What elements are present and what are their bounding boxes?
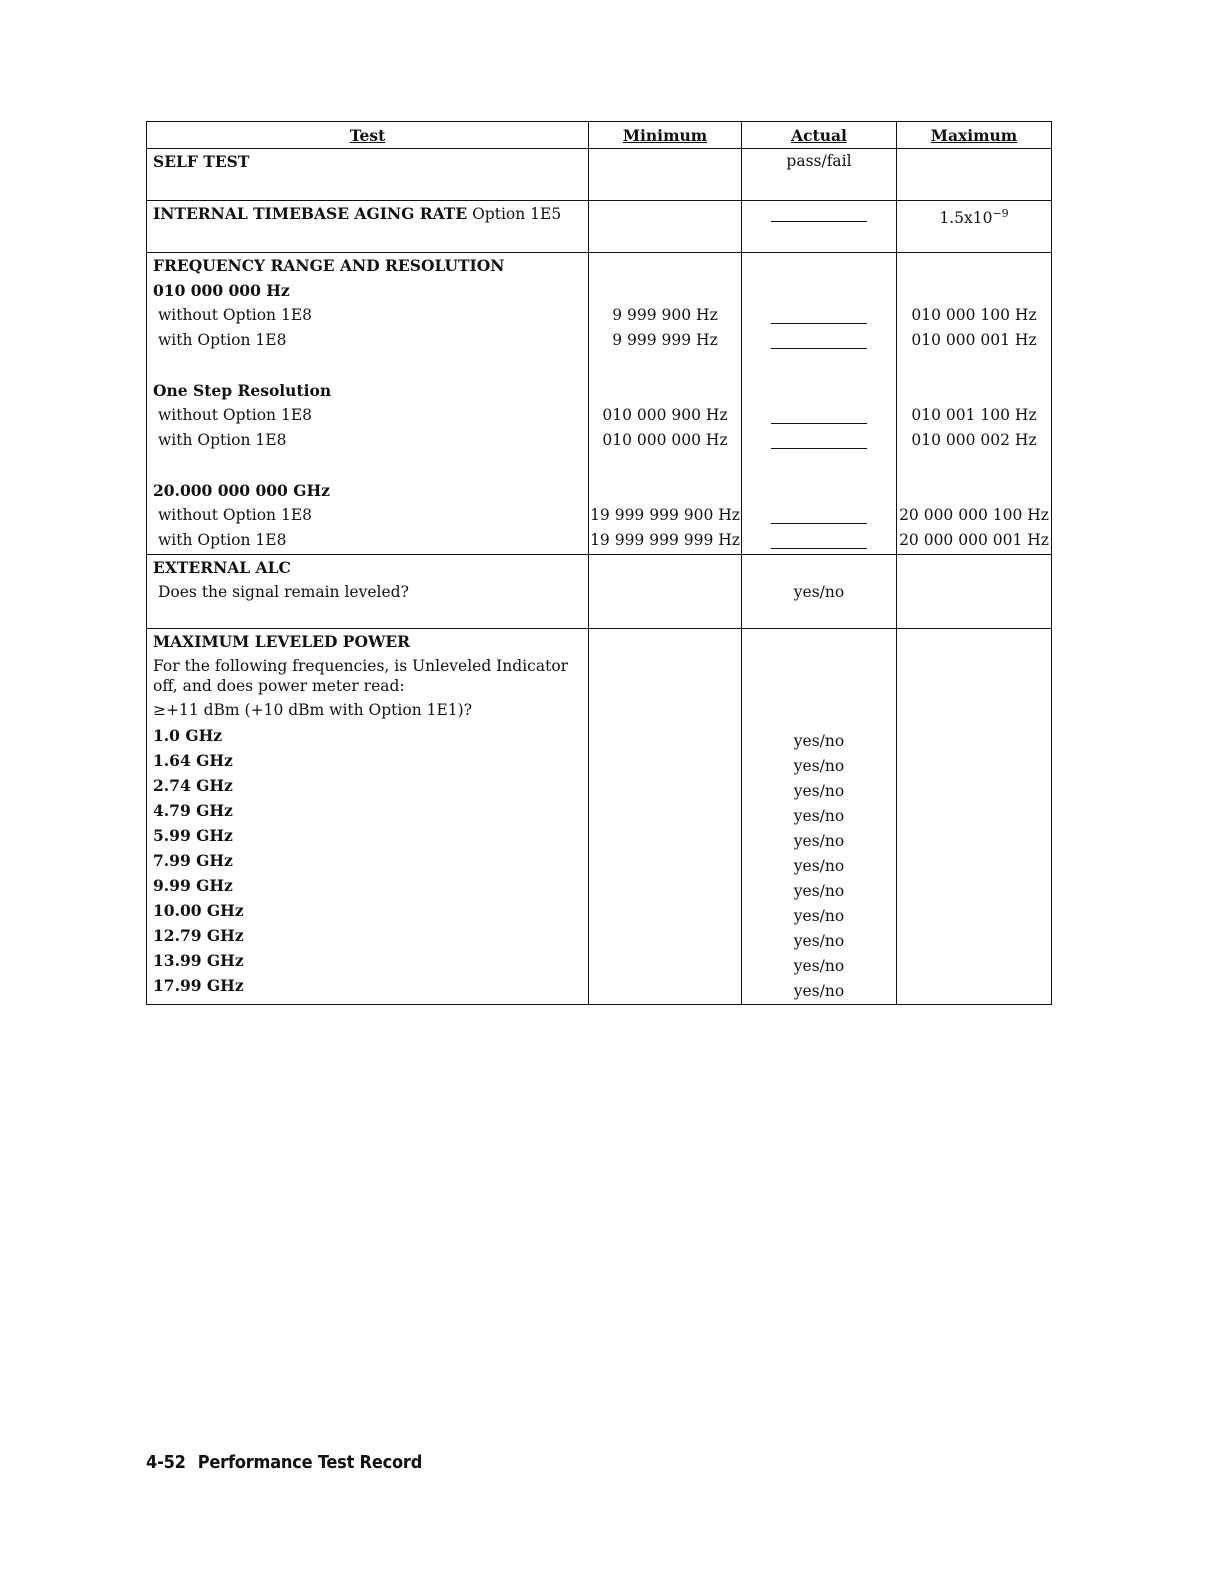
max-leveled-power-row bbox=[147, 629, 1052, 1005]
power-freq-7: 9.99 GHz bbox=[153, 876, 233, 895]
max-power-title: MAXIMUM LEVELED POWER bbox=[153, 632, 411, 651]
power-answer-7: yes/no bbox=[793, 882, 845, 900]
freq-g1-r1-actual-blank[interactable] bbox=[771, 309, 867, 324]
power-freq-3: 2.74 GHz bbox=[153, 776, 233, 795]
header-test: Test bbox=[147, 122, 589, 149]
header-actual: Actual bbox=[742, 122, 897, 149]
freq-g2-r2-max: 010 000 002 Hz bbox=[911, 431, 1037, 449]
power-freq-10: 13.99 GHz bbox=[153, 951, 244, 970]
header-row bbox=[147, 122, 1052, 149]
external-alc-actual: yes/no bbox=[793, 583, 845, 601]
power-answer-8: yes/no bbox=[793, 907, 845, 925]
freq-g2-r1-actual-blank[interactable] bbox=[771, 409, 867, 424]
power-answer-11: yes/no bbox=[793, 982, 845, 1000]
freq-g1-r2-max: 010 000 001 Hz bbox=[911, 331, 1037, 349]
power-answer-4: yes/no bbox=[793, 807, 845, 825]
freq-group3-title: 20.000 000 000 GHz bbox=[153, 481, 330, 500]
frequency-range-title: FREQUENCY RANGE AND RESOLUTION bbox=[153, 256, 505, 275]
power-freq-1: 1.0 GHz bbox=[153, 726, 223, 745]
aging-rate-label: INTERNAL TIMEBASE AGING RATE Option 1E5 bbox=[153, 204, 562, 223]
power-freq-4: 4.79 GHz bbox=[153, 801, 233, 820]
aging-rate-maximum: $1.5x10^{-9}$ bbox=[939, 207, 1009, 226]
power-answer-1: yes/no bbox=[793, 732, 845, 750]
freq-g2-r1-min: 010 000 900 Hz bbox=[602, 406, 728, 424]
power-answer-2: yes/no bbox=[793, 757, 845, 775]
page-footer bbox=[146, 1452, 434, 1473]
power-answer-10: yes/no bbox=[793, 957, 845, 975]
power-freq-6: 7.99 GHz bbox=[153, 851, 233, 870]
external-alc-question: Does the signal remain leveled? bbox=[158, 583, 409, 601]
freq-g1-r2-min: 9 999 999 Hz bbox=[612, 331, 718, 349]
power-freq-11: 17.99 GHz bbox=[153, 976, 244, 995]
freq-g1-r2-actual-blank[interactable] bbox=[771, 334, 867, 349]
aging-rate-row bbox=[147, 201, 1052, 253]
freq-g1-r1-label: without Option 1E8 bbox=[158, 306, 313, 324]
freq-g2-r2-label: with Option 1E8 bbox=[158, 431, 287, 449]
freq-g3-r1-actual-blank[interactable] bbox=[771, 509, 867, 524]
power-answer-6: yes/no bbox=[793, 857, 845, 875]
max-power-criterion: ≥+11 dBm (+10 dBm with Option 1E1)? bbox=[153, 701, 472, 719]
self-test-label: SELF TEST bbox=[153, 152, 250, 171]
max-power-question: For the following frequencies, is Unleveled Indicator off, and does power meter read: bbox=[153, 657, 569, 695]
self-test-row bbox=[147, 149, 1052, 201]
footer-title: Performance Test Record bbox=[197, 1452, 423, 1473]
performance-test-record-table bbox=[146, 121, 1052, 1005]
external-alc-row bbox=[147, 555, 1052, 629]
freq-g3-r2-actual-blank[interactable] bbox=[771, 534, 867, 549]
page-number: 4-52 bbox=[146, 1452, 186, 1473]
frequency-range-row bbox=[147, 253, 1052, 555]
freq-group2-title: One Step Resolution bbox=[153, 381, 332, 400]
freq-g2-r2-min: 010 000 000 Hz bbox=[602, 431, 728, 449]
power-freq-8: 10.00 GHz bbox=[153, 901, 244, 920]
freq-g3-r2-min: 19 999 999 999 Hz bbox=[590, 531, 740, 549]
power-freq-2: 1.64 GHz bbox=[153, 751, 233, 770]
freq-g3-r2-label: with Option 1E8 bbox=[158, 531, 287, 549]
freq-g1-r1-min: 9 999 900 Hz bbox=[612, 306, 718, 324]
freq-g3-r1-max: 20 000 000 100 Hz bbox=[899, 506, 1049, 524]
self-test-actual: pass/fail bbox=[786, 152, 852, 170]
power-answer-5: yes/no bbox=[793, 832, 845, 850]
power-freq-9: 12.79 GHz bbox=[153, 926, 244, 945]
header-minimum: Minimum bbox=[589, 122, 742, 149]
freq-g1-r2-label: with Option 1E8 bbox=[158, 331, 287, 349]
external-alc-title: EXTERNAL ALC bbox=[153, 558, 291, 577]
power-answer-9: yes/no bbox=[793, 932, 845, 950]
freq-group1-title: 010 000 000 Hz bbox=[153, 281, 290, 300]
freq-g1-r1-max: 010 000 100 Hz bbox=[911, 306, 1037, 324]
header-maximum: Maximum bbox=[897, 122, 1052, 149]
freq-g3-r1-min: 19 999 999 900 Hz bbox=[590, 506, 740, 524]
freq-g3-r1-label: without Option 1E8 bbox=[158, 506, 313, 524]
aging-rate-actual-blank[interactable] bbox=[771, 207, 867, 222]
freq-g2-r2-actual-blank[interactable] bbox=[771, 434, 867, 449]
freq-g2-r1-label: without Option 1E8 bbox=[158, 406, 313, 424]
power-answer-3: yes/no bbox=[793, 782, 845, 800]
freq-g3-r2-max: 20 000 000 001 Hz bbox=[899, 531, 1049, 549]
power-freq-5: 5.99 GHz bbox=[153, 826, 233, 845]
freq-g2-r1-max: 010 001 100 Hz bbox=[911, 406, 1037, 424]
